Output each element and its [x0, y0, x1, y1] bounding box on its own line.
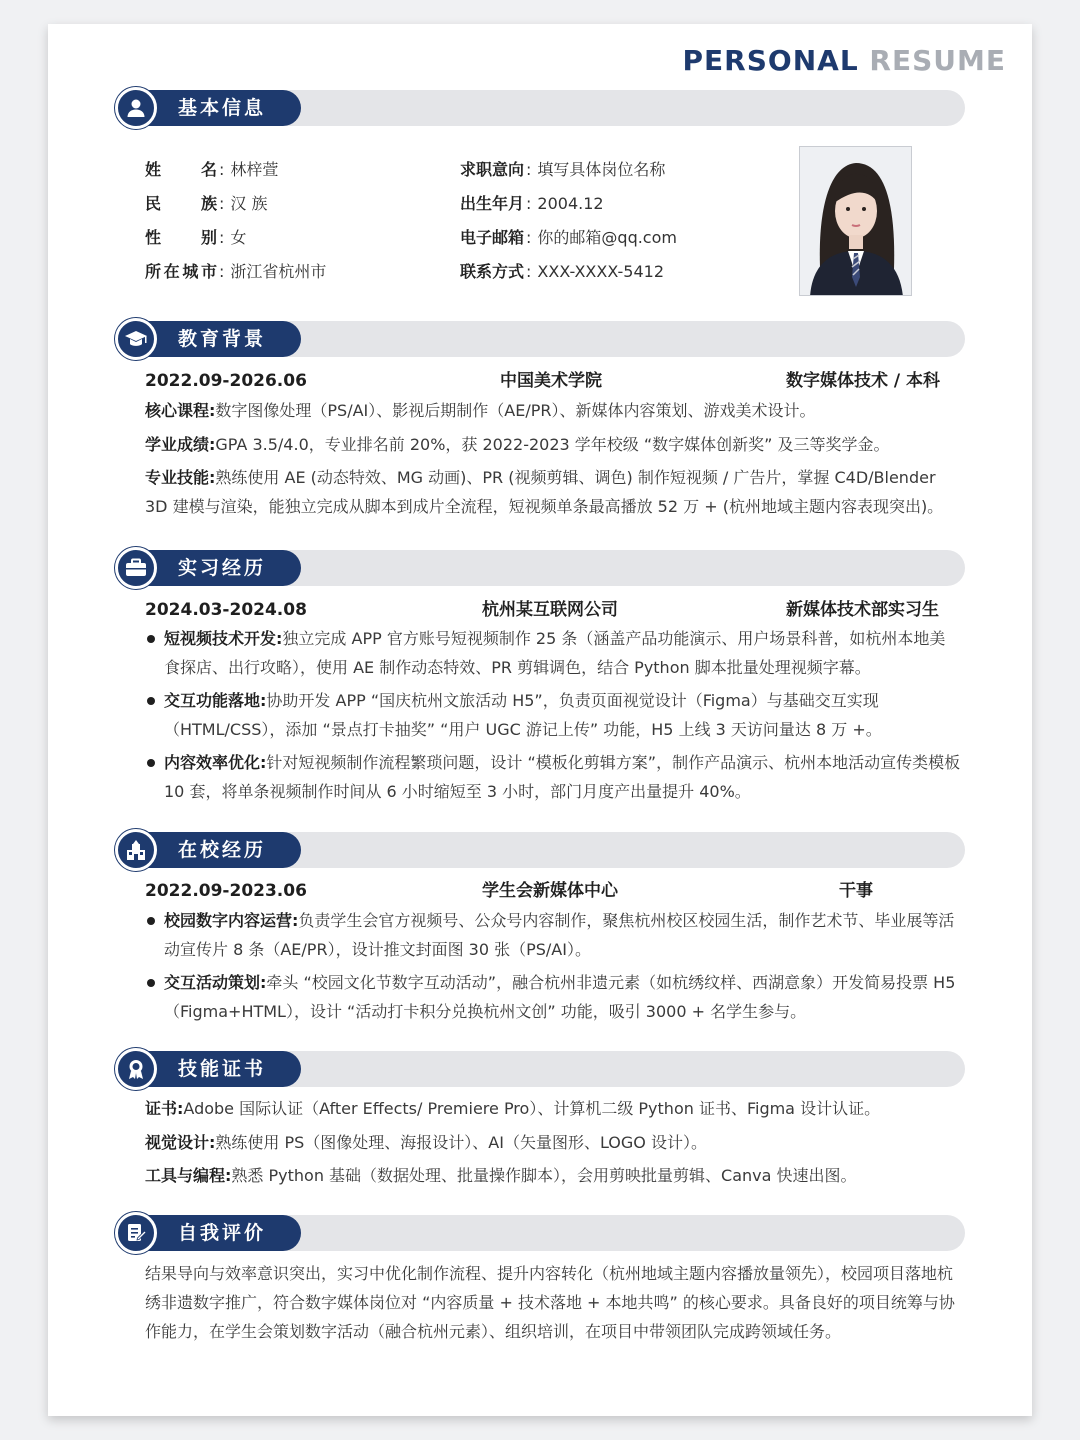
bullet-dot: [147, 979, 155, 987]
education-courses-text: 数字图像处理（PS/AI）、影视后期制作（AE/PR）、新媒体内容策划、游戏美术设计。: [215, 401, 816, 420]
info-email-label: 电子邮箱: [460, 228, 525, 247]
info-birth: 出生年月 : 2004.12: [460, 191, 604, 214]
education-grades-text: GPA 3.5/4.0，专业排名前 20%，获 2022-2023 学年校级 “数字媒体创新奖” 及三等奖学金。: [215, 435, 890, 454]
skills-visual: [145, 1128, 961, 1157]
education-major: 数字媒体技术 / 本科: [786, 371, 941, 391]
info-email-value: 你的邮箱@qq.com: [537, 228, 677, 247]
internship-item: [145, 748, 961, 806]
section-title-self: 自我评价: [178, 1222, 267, 1244]
section-title-internship: 实习经历: [178, 557, 267, 579]
info-gender: 性别 : 女: [145, 225, 246, 248]
brand-word-resume: RESUME: [869, 44, 1006, 77]
info-gender-value: 女: [230, 228, 247, 247]
info-job-value: 填写具体岗位名称: [537, 160, 666, 179]
section-title-basic: 基本信息: [178, 97, 267, 119]
info-city: 所在城市 : 浙江省杭州市: [145, 259, 326, 282]
internship-period: 2024.03-2024.08: [145, 600, 307, 620]
award-icon: [115, 1048, 157, 1090]
info-nation-value: 汉 族: [230, 194, 268, 213]
education-courses: [145, 396, 961, 425]
campus-role: 干事: [839, 881, 873, 901]
bullet-dot: [147, 917, 155, 925]
education-skills-text: 熟练使用 AE (动态特效、MG 动画)、PR (视频剪辑、调色) 制作短视频 / 广告片，掌握 C4D/Blender 3D 建模与渲染，能独立完成从脚本到成片全流程，短视频单条最高播放 52 万 + (杭州地域主题内容表现突出)。: [145, 468, 944, 516]
info-name-label: 姓名: [145, 160, 217, 179]
info-birth-value: 2004.12: [537, 194, 604, 213]
bullet-dot: [147, 759, 155, 767]
education-skills: [145, 463, 961, 521]
skills-visual-label: 视觉设计:: [145, 1133, 216, 1152]
info-city-label: 所在城市: [145, 262, 217, 281]
education-skills-label: 专业技能:: [145, 468, 216, 487]
education-grades: [145, 430, 961, 459]
info-job: 求职意向 : 填写具体岗位名称: [460, 157, 665, 180]
skills-tools-label: 工具与编程:: [145, 1166, 232, 1185]
internship-item: [145, 686, 961, 744]
skills-tools-text: 熟悉 Python 基础（数据处理、批量操作脚本），会用剪映批量剪辑、Canva 快速出图。: [231, 1166, 857, 1185]
internship-company: 杭州某互联网公司: [482, 600, 618, 620]
campus-summary-row: [145, 879, 951, 903]
user-icon: [115, 87, 157, 129]
info-job-label: 求职意向: [460, 160, 525, 179]
bullet-dot: [147, 697, 155, 705]
section-title-skills: 技能证书: [178, 1058, 267, 1080]
skills-cert-text: Adobe 国际认证（After Effects/ Premiere Pro）、计算机二级 Python 证书、Figma 设计认证。: [183, 1099, 881, 1118]
campus-item: [145, 906, 961, 964]
skills-tools: [145, 1161, 961, 1190]
bullet-dot: [147, 635, 155, 643]
internship-item: [145, 624, 961, 682]
info-gender-label: 性别: [145, 228, 217, 247]
education-grades-label: 学业成绩:: [145, 435, 216, 454]
internship-item-label: 交互功能落地:: [164, 691, 267, 710]
info-email: 电子邮箱 : 你的邮箱@qq.com: [460, 225, 677, 248]
campus-org: 学生会新媒体中心: [482, 881, 618, 901]
campus-item-label: 交互活动策划:: [164, 973, 267, 992]
internship-role: 新媒体技术部实习生: [786, 600, 939, 620]
internship-item-text: 针对短视频制作流程繁琐问题，设计 “模板化剪辑方案”，制作产品演示、杭州本地活动宣传类模板 10 套，将单条视频制作时间从 6 小时缩短至 3 小时，部门月度产出量提升 40%。: [164, 753, 961, 801]
info-phone-label: 联系方式: [460, 262, 525, 281]
education-period: 2022.09-2026.06: [145, 371, 307, 391]
info-name-value: 林梓萱: [230, 160, 279, 179]
resume-brand-title: [683, 44, 1006, 77]
education-school: 中国美术学院: [500, 371, 602, 391]
internship-item-text: 协助开发 APP “国庆杭州文旅活动 H5”，负责页面视觉设计（Figma）与基础交互实现（HTML/CSS），添加 “景点打卡抽奖” “用户 UGC 游记上传” 功能，H5 上线 3 天访问量达 8 万 +。: [164, 691, 882, 739]
graduation-cap-icon: [115, 318, 157, 360]
skills-cert-label: 证书:: [145, 1099, 184, 1118]
section-title-campus: 在校经历: [178, 839, 267, 861]
internship-item-label: 短视频技术开发:: [164, 629, 283, 648]
info-name: 姓名 : 林梓萱: [145, 157, 278, 180]
skills-visual-text: 熟练使用 PS（图像处理、海报设计）、AI（矢量图形、LOGO 设计）。: [215, 1133, 707, 1152]
campus-item: [145, 968, 961, 1026]
section-title-education: 教育背景: [178, 328, 267, 350]
internship-summary-row: [145, 598, 951, 622]
campus-item-text: 牵头 “校园文化节数字互动活动”，融合杭州非遗元素（如杭绣纹样、西湖意象）开发简易投票 H5（Figma+HTML），设计 “活动打卡积分兑换杭州文创” 功能，吸引 3000 + 名学生参与。: [164, 973, 956, 1021]
building-icon: [115, 829, 157, 871]
info-phone-value: XXX-XXXX-5412: [537, 262, 665, 281]
info-nation-label: 民族: [145, 194, 217, 213]
info-city-value: 浙江省杭州市: [230, 262, 327, 281]
briefcase-icon: [115, 547, 157, 589]
campus-item-text: 负责学生会官方视频号、公众号内容制作，聚焦杭州校区校园生活，制作艺术节、毕业展等活动宣传片 8 条（AE/PR），设计推文封面图 30 张（PS/AI）。: [164, 911, 955, 959]
internship-item-label: 内容效率优化:: [164, 753, 267, 772]
skills-cert: [145, 1094, 961, 1123]
education-courses-label: 核心课程:: [145, 401, 216, 420]
info-birth-label: 出生年月: [460, 194, 525, 213]
profile-photo: [799, 146, 912, 296]
brand-word-personal: PERSONAL: [682, 44, 859, 77]
edit-document-icon: [115, 1212, 157, 1254]
campus-item-label: 校园数字内容运营:: [164, 911, 299, 930]
education-summary-row: [145, 369, 951, 393]
info-phone: 联系方式 : XXX-XXXX-5412: [460, 259, 664, 282]
campus-period: 2022.09-2023.06: [145, 881, 307, 901]
info-nation: 民族 : 汉 族: [145, 191, 267, 214]
internship-item-text: 独立完成 APP 官方账号短视频制作 25 条（涵盖产品功能演示、用户场景科普，如杭州本地美食探店、出行攻略），使用 AE 制作动态特效、PR 剪辑调色，结合 Python 脚本批量处理视频字幕。: [164, 629, 946, 677]
self-evaluation-text: 结果导向与效率意识突出，实习中优化制作流程、提升内容转化（杭州地域主题内容播放量领先），校园项目落地杭绣非遗数字推广，符合数字媒体岗位对 “内容质量 + 技术落地 + 本地共鸣” 的核心要求。具备良好的项目统筹与协作能力，在学生会策划数字活动（融合杭州元素）、组织培训，在项目中带领团队完成跨领域任务。: [145, 1264, 955, 1341]
